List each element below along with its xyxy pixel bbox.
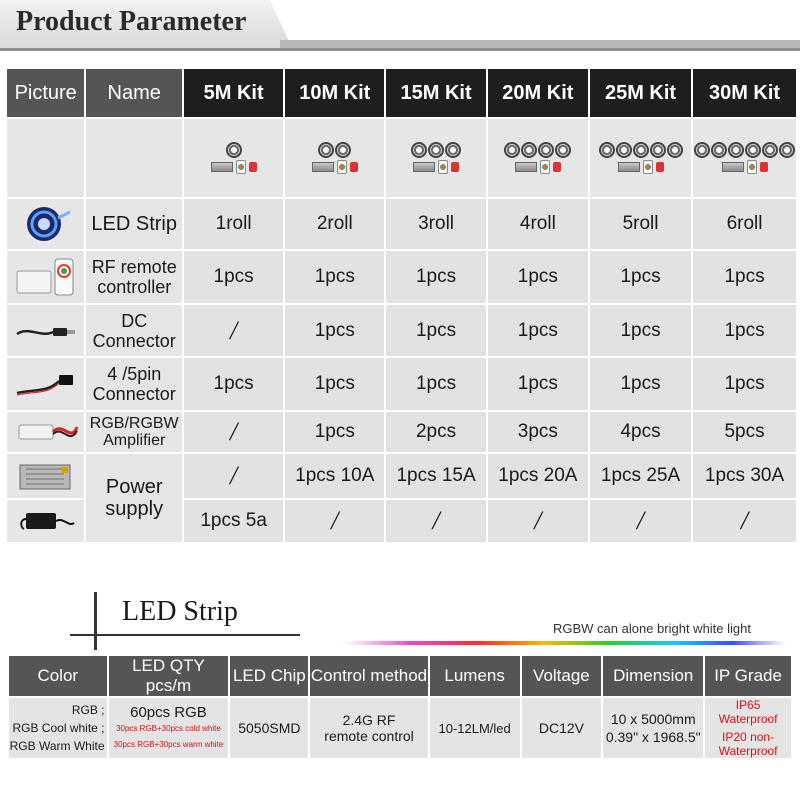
value-cell: 1pcs (386, 305, 485, 356)
header-kit-5m: 5M Kit (184, 69, 283, 117)
value-cell: 4roll (488, 199, 588, 249)
spec-qty-cell (109, 698, 229, 758)
value-cell: 1pcs (693, 305, 796, 356)
power-supply-icon (312, 162, 334, 172)
led-section-title: LED Strip (122, 596, 238, 627)
row-name-line: Amplifier (103, 432, 166, 449)
spec-dimension-cell (603, 698, 703, 758)
spec-header-control: Control method (310, 656, 427, 696)
led-reel-icon (711, 142, 727, 158)
row-amplifier (7, 412, 796, 452)
power-supply-icon (722, 162, 744, 172)
kit-20m-image (488, 119, 588, 197)
color-line: RGB ; (71, 703, 105, 717)
led-reel-icon (445, 142, 461, 158)
value-cell: / (693, 500, 796, 542)
empty-cell (86, 119, 182, 197)
kit-bundle-image (312, 142, 358, 174)
spec-header-ip: IP Grade (705, 656, 791, 696)
kit-bundle-image (504, 142, 571, 174)
value-cell: / (590, 500, 691, 542)
value-cell: 2roll (285, 199, 384, 249)
led-reel-icon (779, 142, 795, 158)
remote-icon (643, 160, 653, 174)
value-cell: 1pcs 30A (693, 454, 796, 498)
value-cell: 1pcs (590, 251, 691, 303)
kit-header-row (7, 69, 796, 117)
spec-header-chip: LED Chip (230, 656, 308, 696)
value-cell: 1pcs (184, 358, 283, 410)
value-cell: 1pcs 5a (184, 500, 283, 542)
value-cell: 5roll (590, 199, 691, 249)
dimension-line: 0.39" x 1968.5" (605, 729, 701, 745)
led-reel-icon (226, 142, 242, 158)
value-cell: 1pcs (590, 358, 691, 410)
led-reel-icon (728, 142, 744, 158)
header-kit-10m: 10M Kit (285, 69, 384, 117)
empty-cell (7, 119, 84, 197)
header-rule-light (280, 40, 800, 48)
value-cell: / (184, 412, 283, 452)
remote-icon (236, 160, 246, 174)
spec-header-qty: LED QTY pcs/m (109, 656, 229, 696)
remote-icon (438, 160, 448, 174)
row-dc-connector (7, 305, 796, 356)
ip-line: IP65 Waterproof (718, 698, 778, 726)
led-reel-icon (504, 142, 520, 158)
kit-bundle-image (599, 142, 683, 174)
led-reel-icon (521, 142, 537, 158)
remote-icon (337, 160, 347, 174)
kit-bundle-image (694, 142, 795, 174)
kit-bundle-image (211, 142, 257, 174)
row-name-line: controller (97, 277, 172, 297)
row-name (86, 251, 182, 303)
control-line: 2.4G RF (342, 712, 396, 728)
kit-15m-image (386, 119, 485, 197)
qty-cool: 30pcs RGB+30pcs cold white (116, 723, 221, 733)
power-supply-icon (211, 162, 233, 172)
spec-color-cell (9, 698, 107, 758)
led-reel-icon (318, 142, 334, 158)
spec-header-voltage: Voltage (522, 656, 602, 696)
row-pin-connector (7, 358, 796, 410)
value-cell: 1pcs (285, 412, 384, 452)
header-banner (0, 0, 800, 56)
amplifier-icon (350, 162, 358, 172)
spec-ip-cell (705, 698, 791, 758)
power-supply-icon (413, 162, 435, 172)
spec-row (9, 698, 791, 758)
qty-main: 60pcs RGB (130, 703, 207, 721)
spec-lumens-cell: 10-12LM/led (430, 698, 520, 758)
led-reel-icon (616, 142, 632, 158)
led-reel-icon (762, 142, 778, 158)
value-cell: 1pcs (488, 358, 588, 410)
dc-connector-icon (7, 305, 84, 356)
color-line: RGB Warm White (9, 739, 105, 753)
kit-table (5, 67, 798, 544)
row-name-line: Power (105, 476, 163, 498)
amplifier-icon (760, 162, 768, 172)
led-reel-icon (745, 142, 761, 158)
led-reel-icon (555, 142, 571, 158)
value-cell: 1pcs (285, 305, 384, 356)
power-supply-box-icon (7, 454, 84, 498)
ip-line: Waterproof (718, 744, 778, 758)
row-power-supply-1 (7, 454, 796, 498)
rf-remote-icon (7, 251, 84, 303)
row-name-line: RGB/RGBW (89, 415, 179, 432)
row-led-strip (7, 199, 796, 249)
kit-25m-image (590, 119, 691, 197)
spec-header-lumens: Lumens (430, 656, 520, 696)
qty-warm: 30pcs RGB+30pcs warm white (113, 739, 224, 749)
power-supply-icon (618, 162, 640, 172)
value-cell: 2pcs (386, 412, 485, 452)
value-cell: 5pcs (693, 412, 796, 452)
led-strip-reel-icon (7, 199, 84, 249)
amplifier-icon (656, 162, 664, 172)
row-name-line: Connector (92, 330, 176, 351)
kit-5m-image (184, 119, 283, 197)
ip-line: IP20 non- (722, 730, 775, 744)
spec-header-row (9, 656, 791, 696)
kit-picture-row (7, 119, 796, 197)
led-reel-icon (667, 142, 683, 158)
row-name-line: DC (121, 310, 148, 331)
value-cell: 3roll (386, 199, 485, 249)
value-cell: 6roll (693, 199, 796, 249)
value-cell: 1pcs (285, 358, 384, 410)
spec-table (7, 654, 793, 760)
led-reel-icon (335, 142, 351, 158)
row-name-line: RF remote (91, 257, 177, 277)
power-adapter-icon (7, 500, 84, 542)
row-name: LED Strip (86, 199, 182, 249)
value-cell: 1pcs (488, 305, 588, 356)
value-cell: 1pcs (285, 251, 384, 303)
led-title-vertical-line (94, 592, 97, 650)
page-title: Product Parameter (16, 6, 247, 37)
row-name-line: Connector (92, 384, 176, 404)
led-reel-icon (428, 142, 444, 158)
value-cell: 1pcs 10A (285, 454, 384, 498)
rainbow-divider (345, 641, 785, 645)
spec-header-color: Color (9, 656, 107, 696)
header-rule-dark (0, 48, 800, 51)
amplifier-icon (249, 162, 257, 172)
led-reel-icon (633, 142, 649, 158)
remote-icon (747, 160, 757, 174)
header-kit-15m: 15M Kit (386, 69, 485, 117)
kit-bundle-image (411, 142, 461, 174)
value-cell: 1roll (184, 199, 283, 249)
kit-30m-image (693, 119, 796, 197)
dimension-line: 10 x 5000mm (610, 711, 696, 727)
led-title-underline (70, 634, 300, 636)
header-kit-20m: 20M Kit (488, 69, 588, 117)
amplifier-icon (553, 162, 561, 172)
value-cell: 1pcs 20A (488, 454, 588, 498)
spec-control-cell (310, 698, 427, 758)
kit-10m-image (285, 119, 384, 197)
header-kit-30m: 30M Kit (693, 69, 796, 117)
led-reel-icon (538, 142, 554, 158)
led-reel-icon (411, 142, 427, 158)
spec-voltage-cell: DC12V (522, 698, 602, 758)
value-cell: 1pcs (590, 305, 691, 356)
spec-header-dimension: Dimension (603, 656, 703, 696)
value-cell: 3pcs (488, 412, 588, 452)
value-cell: 1pcs (184, 251, 283, 303)
power-supply-icon (515, 162, 537, 172)
row-name (86, 305, 182, 356)
value-cell: 1pcs 25A (590, 454, 691, 498)
value-cell: / (184, 305, 283, 356)
header-kit-25m: 25M Kit (590, 69, 691, 117)
row-name (86, 412, 182, 452)
spec-chip-cell: 5050SMD (230, 698, 308, 758)
control-line: remote control (324, 728, 414, 744)
led-reel-icon (650, 142, 666, 158)
header-picture: Picture (7, 69, 84, 117)
row-name-line: supply (105, 498, 164, 520)
amplifier-icon (451, 162, 459, 172)
pin-connector-icon (7, 358, 84, 410)
value-cell: / (285, 500, 384, 542)
row-name-line: 4 /5pin (107, 364, 162, 384)
row-name (86, 358, 182, 410)
led-reel-icon (694, 142, 710, 158)
value-cell: 1pcs (386, 251, 485, 303)
header-name: Name (86, 69, 182, 117)
remote-icon (540, 160, 550, 174)
color-line: RGB Cool white ; (12, 721, 105, 735)
value-cell: 1pcs (386, 358, 485, 410)
amplifier-icon (7, 412, 84, 452)
value-cell: 1pcs 15A (386, 454, 485, 498)
value-cell: / (386, 500, 485, 542)
rgbw-note: RGBW can alone bright white light (553, 621, 751, 636)
value-cell: 4pcs (590, 412, 691, 452)
value-cell: 1pcs (488, 251, 588, 303)
led-reel-icon (599, 142, 615, 158)
value-cell: 1pcs (693, 251, 796, 303)
row-name (86, 454, 182, 542)
value-cell: / (488, 500, 588, 542)
value-cell: / (184, 454, 283, 498)
row-rf-remote (7, 251, 796, 303)
value-cell: 1pcs (693, 358, 796, 410)
